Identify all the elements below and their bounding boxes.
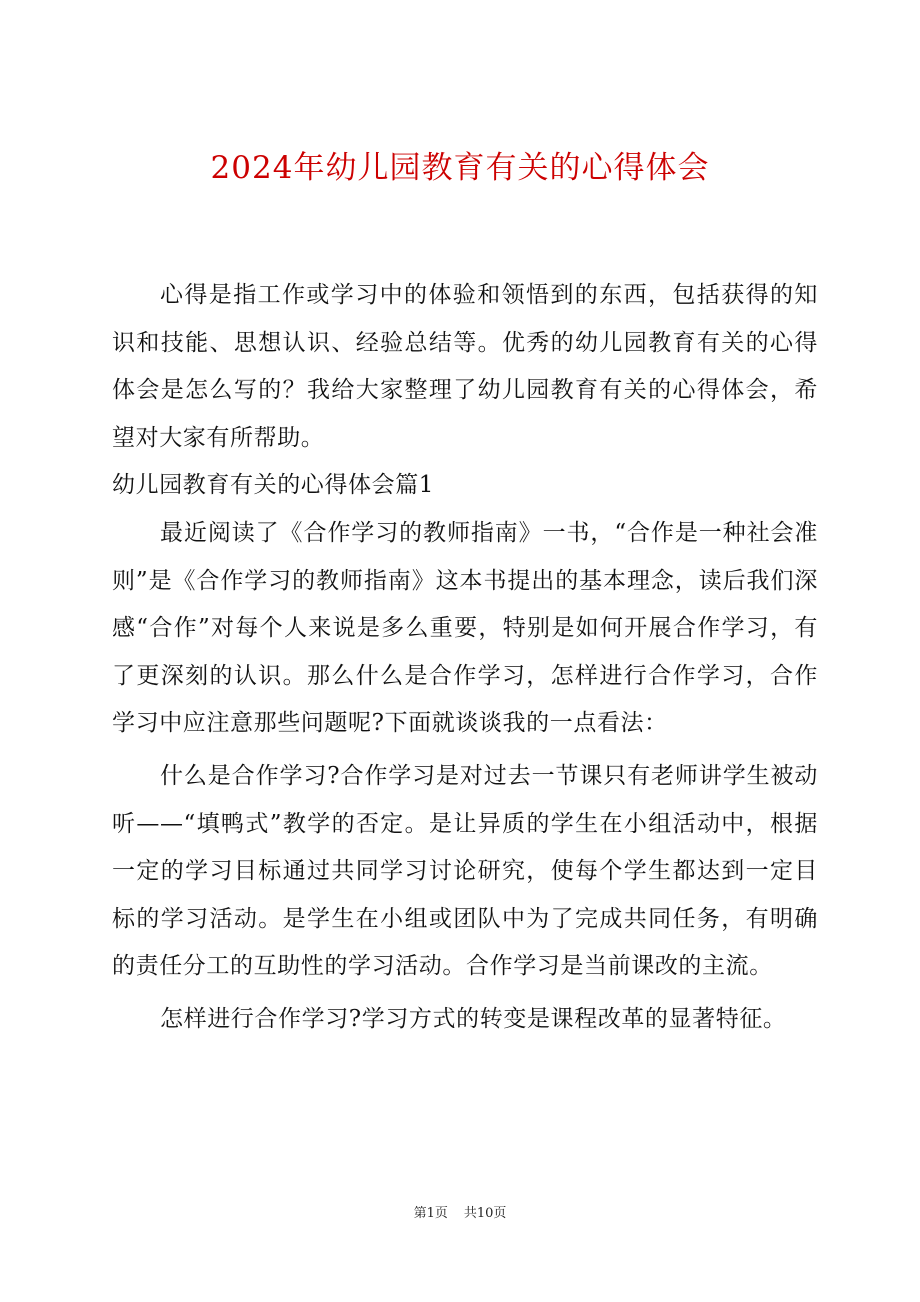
page-footer <box>0 1204 920 1224</box>
document-title: 2024年幼儿园教育有关的心得体会 <box>210 150 710 186</box>
document-body <box>112 272 818 1044</box>
body-paragraph: 怎样进行合作学习?学习方式的转变是课程改革的显著特征。 <box>160 1005 787 1032</box>
page-number: 第1页 <box>413 1206 448 1221</box>
body-paragraph: 什么是合作学习?合作学习是对过去一节课只有老师讲学生被动听——“填鸭式”教学的否定。是让异质的学生在小组活动中，根据一定的学习目标通过共同学习讨论研究，使每个学生都达到一定目标的学习活动。是学生在小组或团队中为了完成共同任务，有明确的责任分工的互助性的学习活动。合作学习是当前课改的主流。 <box>112 762 818 980</box>
body-paragraph: 最近阅读了《合作学习的教师指南》一书，“合作是一种社会准则”是《合作学习的教师指南》这本书提出的基本理念，读后我们深感“合作”对每个人来说是多么重要，特别是如何开展合作学习，有了更深刻的认识。那么什么是合作学习，怎样进行合作学习，合作学习中应注意那些问题呢?下面就谈谈我的一点看法： <box>112 519 818 737</box>
section-heading: 幼儿园教育有关的心得体会篇1 <box>112 472 435 499</box>
intro-paragraph: 心得是指工作或学习中的体验和领悟到的东西，包括获得的知识和技能、思想认识、经验总结等。优秀的幼儿园教育有关的心得体会是怎么写的？我给大家整理了幼儿园教育有关的心得体会，希望对大家有所帮助。 <box>112 282 818 451</box>
page-total: 共10页 <box>463 1206 507 1221</box>
